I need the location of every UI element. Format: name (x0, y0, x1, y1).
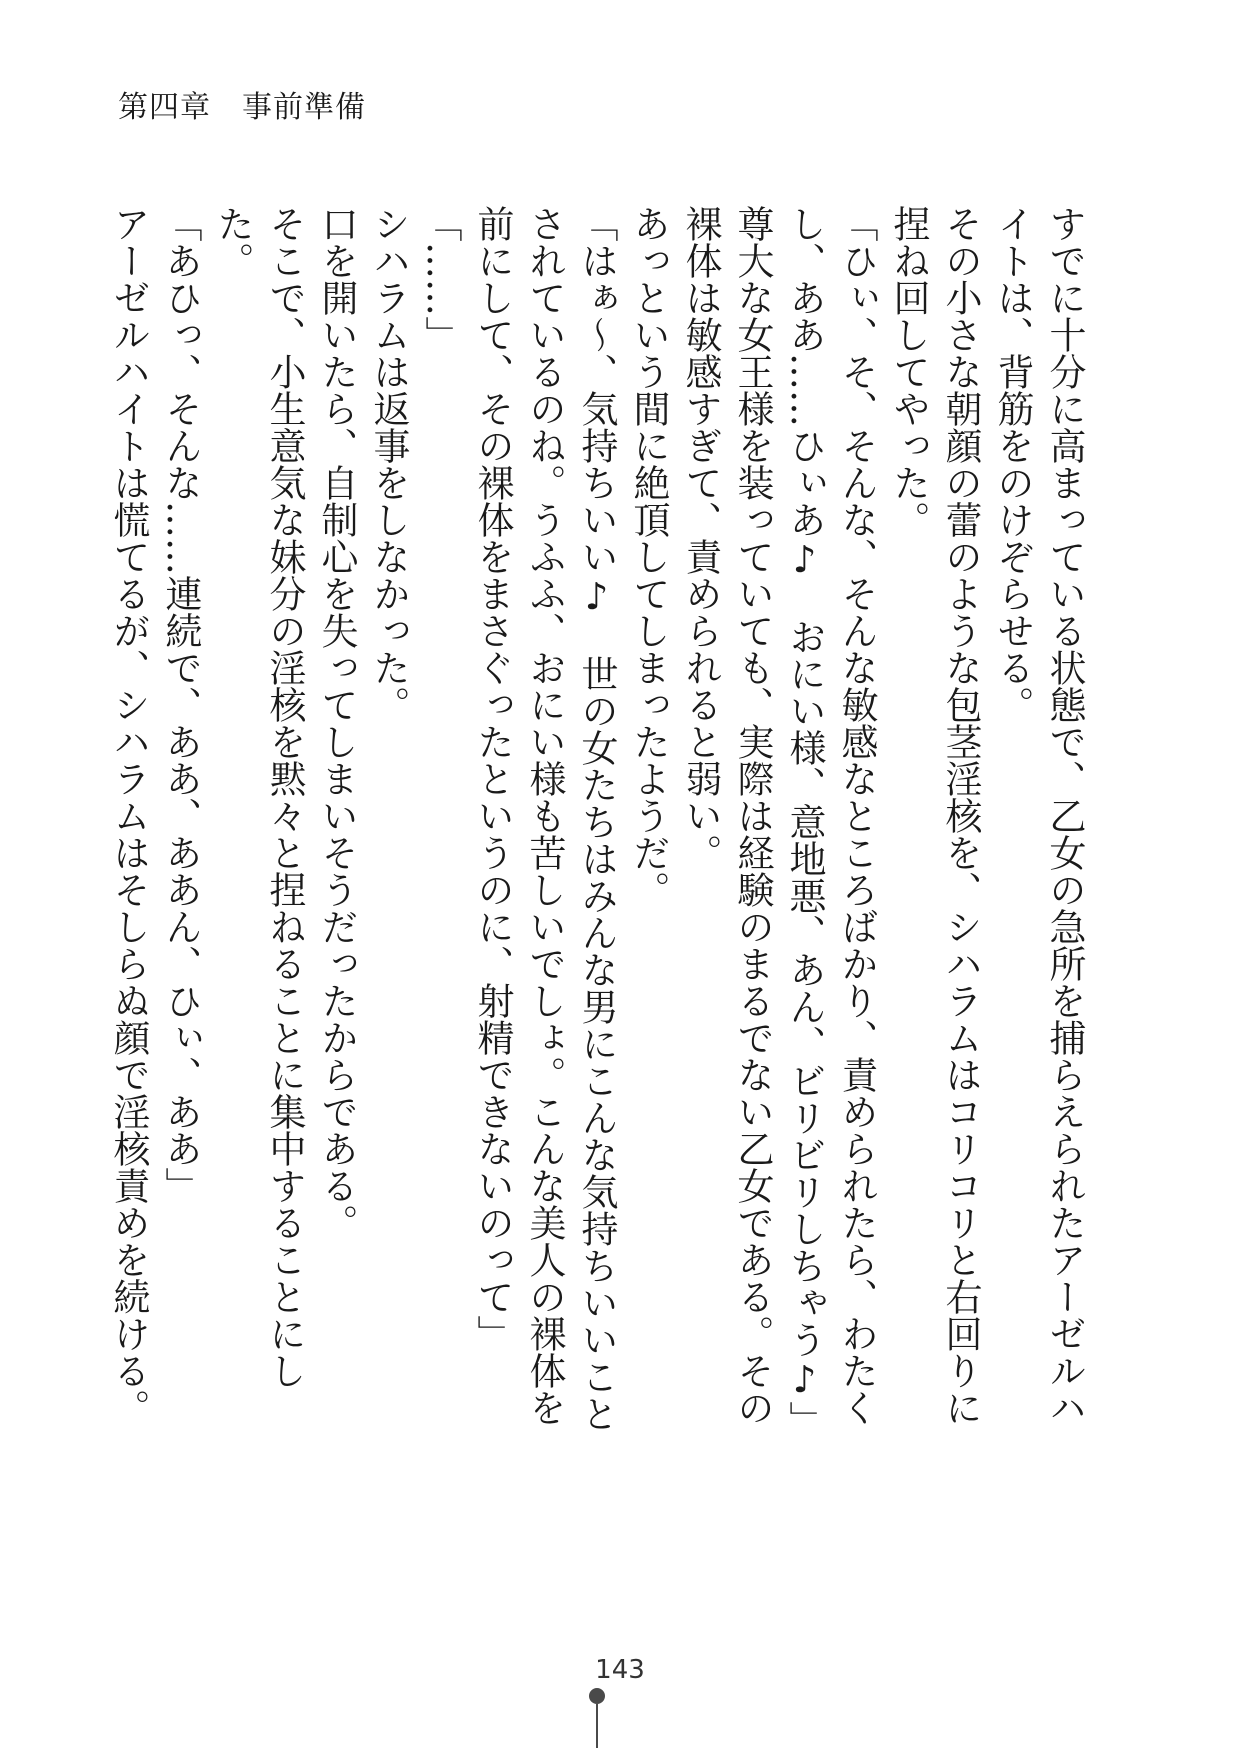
vertical-text-body (107, 205, 1090, 1455)
paragraph: 口を開いたら、自制心を失ってしまいそうだったからである。 (315, 205, 358, 1241)
dialogue-paragraph: 「はぁ～、気持ちいい♪ 世の女たちはみんな男にこんな気持ちいいことされているのね。うふふ、おにい様も苦しいでしょ。こんな美人の裸体を前にして、その裸体をまさぐったというのに、射精できないのって」 (471, 205, 618, 1432)
paragraph: すでに十分に高まっている状態で、乙女の急所を捕らえられたアーゼルハイトは、背筋をのけぞらせる。 (991, 205, 1086, 1426)
paragraph: アーゼルハイトは慌てるが、シハラムはそしらぬ顔で淫核責めを続ける。 (107, 205, 150, 1426)
running-header: 第四章 事前準備 (118, 90, 366, 125)
dialogue-paragraph: 「ひぃ、そ、そんな、そんな敏感なところばかり、責められたら、わたくし、ああ……ひぃあ♪ おにい様、意地悪、あん、ビリビリしちゃう♪」 (783, 205, 878, 1438)
page-number: 143 (595, 1655, 645, 1685)
page-marker-line (596, 1704, 598, 1748)
dialogue-paragraph: 「あひっ、そんな……連続で、ああ、ああん、ひぃ、ああ」 (159, 205, 202, 1204)
paragraph: 尊大な女王様を装っていても、実際は経験のまるでない乙女である。その裸体は敏感すぎて、責められると弱い。 (679, 205, 774, 1426)
paragraph: あっという間に絶頂してしまったようだ。 (627, 205, 670, 908)
paragraph: シハラムは返事をしなかった。 (367, 205, 410, 723)
paragraph: そこで、小生意気な妹分の淫核を黙々と捏ねることに集中することにした。 (211, 205, 306, 1389)
dialogue-paragraph: 「……」 (419, 205, 462, 353)
paragraph: その小さな朝顔の蕾のような包茎淫核を、シハラムはコリコリと右回りに捏ね回してやった。 (887, 205, 982, 1426)
page-marker-dot (589, 1688, 605, 1704)
